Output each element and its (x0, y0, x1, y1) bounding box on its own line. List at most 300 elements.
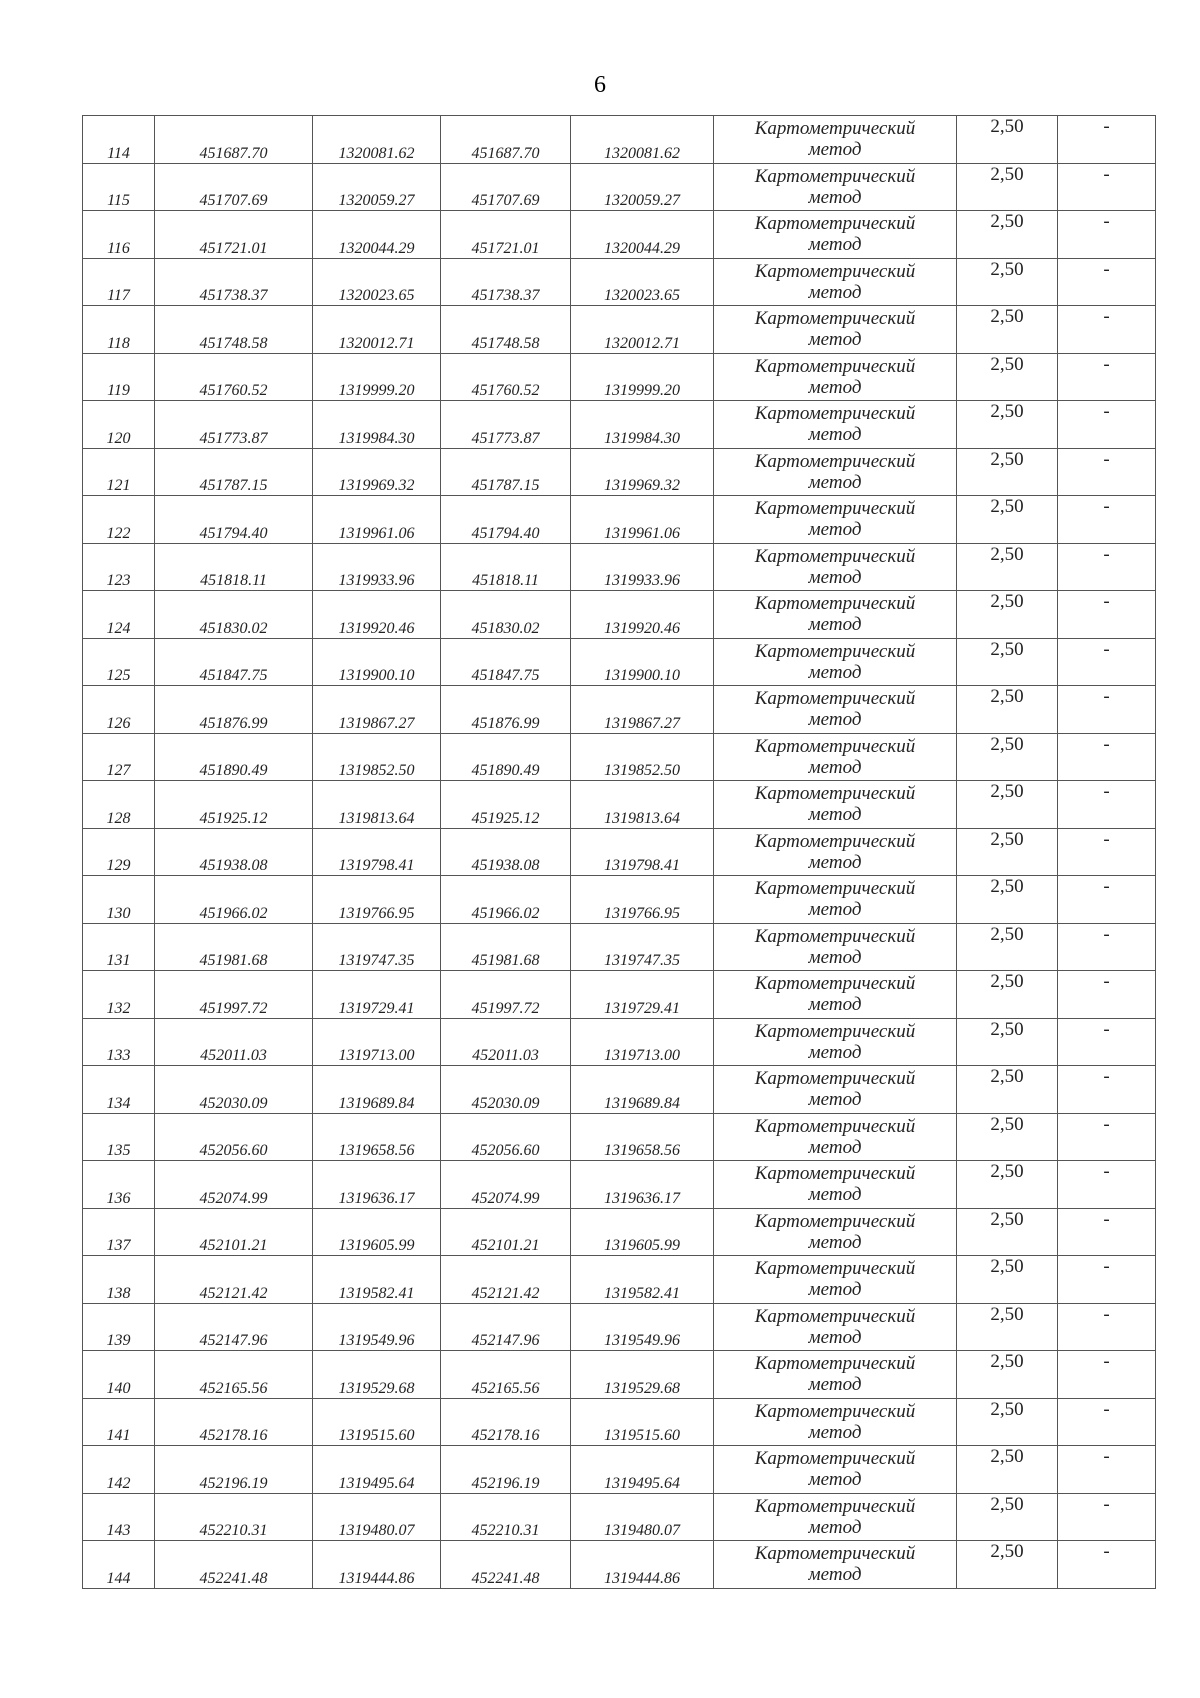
x-new-cell: 451876.99 (441, 686, 571, 734)
method-line-2: метод (808, 1279, 862, 1301)
point-number-cell: 118 (83, 306, 155, 354)
method-line-1: Картометрический (754, 260, 916, 282)
x-new-cell: 451938.08 (441, 828, 571, 876)
x-new-cell: 451981.68 (441, 923, 571, 971)
y-old-cell: 1320081.62 (313, 116, 441, 164)
x-new-cell: 452210.31 (441, 1493, 571, 1541)
method-line-1: Картометрический (754, 878, 916, 900)
note-cell: - (1058, 1256, 1156, 1304)
note-cell: - (1058, 1303, 1156, 1351)
note-cell: - (1058, 401, 1156, 449)
point-number-cell: 134 (83, 1066, 155, 1114)
method-cell (714, 733, 957, 781)
note-cell: - (1058, 496, 1156, 544)
note-cell: - (1058, 1161, 1156, 1209)
x-old-cell: 451876.99 (155, 686, 313, 734)
x-new-cell: 451818.11 (441, 543, 571, 591)
y-old-cell: 1319961.06 (313, 496, 441, 544)
note-cell: - (1058, 1398, 1156, 1446)
method-line-2: метод (808, 281, 862, 303)
y-old-cell: 1319900.10 (313, 638, 441, 686)
point-number-cell: 142 (83, 1446, 155, 1494)
method-line-2: метод (808, 424, 862, 446)
method-line-1: Картометрический (754, 1115, 916, 1137)
method-cell (714, 1351, 957, 1399)
method-cell (714, 1446, 957, 1494)
method-line-1: Картометрический (754, 783, 916, 805)
y-new-cell: 1319920.46 (571, 591, 714, 639)
method-line-2: метод (808, 1041, 862, 1063)
y-new-cell: 1319999.20 (571, 353, 714, 401)
accuracy-cell: 2,50 (957, 591, 1058, 639)
y-new-cell: 1319798.41 (571, 828, 714, 876)
accuracy-cell: 2,50 (957, 116, 1058, 164)
x-new-cell: 451738.37 (441, 258, 571, 306)
method-line-2: метод (808, 1089, 862, 1111)
x-new-cell: 452056.60 (441, 1113, 571, 1161)
method-line-1: Картометрический (754, 1448, 916, 1470)
method-line-2: метод (808, 851, 862, 873)
method-line-1: Картометрический (754, 1210, 916, 1232)
accuracy-cell: 2,50 (957, 1351, 1058, 1399)
table-row (83, 828, 1156, 876)
accuracy-cell: 2,50 (957, 781, 1058, 829)
method-line-1: Картометрический (754, 1068, 916, 1090)
point-number-cell: 126 (83, 686, 155, 734)
table-row (83, 923, 1156, 971)
y-old-cell: 1319480.07 (313, 1493, 441, 1541)
table-row (83, 163, 1156, 211)
x-old-cell: 452178.16 (155, 1398, 313, 1446)
method-line-2: метод (808, 804, 862, 826)
table-row (83, 353, 1156, 401)
table-row (83, 258, 1156, 306)
method-line-2: метод (808, 519, 862, 541)
note-cell: - (1058, 971, 1156, 1019)
x-old-cell: 452147.96 (155, 1303, 313, 1351)
x-new-cell: 452011.03 (441, 1018, 571, 1066)
point-number-cell: 144 (83, 1541, 155, 1589)
y-old-cell: 1319798.41 (313, 828, 441, 876)
accuracy-cell: 2,50 (957, 1446, 1058, 1494)
y-old-cell: 1319813.64 (313, 781, 441, 829)
x-new-cell: 451748.58 (441, 306, 571, 354)
y-new-cell: 1319747.35 (571, 923, 714, 971)
x-new-cell: 451890.49 (441, 733, 571, 781)
x-old-cell: 451981.68 (155, 923, 313, 971)
method-line-2: метод (808, 139, 862, 161)
x-old-cell: 451890.49 (155, 733, 313, 781)
x-old-cell: 451830.02 (155, 591, 313, 639)
point-number-cell: 132 (83, 971, 155, 1019)
table-row (83, 1066, 1156, 1114)
point-number-cell: 124 (83, 591, 155, 639)
method-line-1: Картометрический (754, 403, 916, 425)
note-cell: - (1058, 733, 1156, 781)
point-number-cell: 120 (83, 401, 155, 449)
method-cell (714, 543, 957, 591)
y-new-cell: 1319867.27 (571, 686, 714, 734)
accuracy-cell: 2,50 (957, 1303, 1058, 1351)
x-old-cell: 451748.58 (155, 306, 313, 354)
method-cell (714, 1161, 957, 1209)
x-old-cell: 451707.69 (155, 163, 313, 211)
method-cell (714, 353, 957, 401)
point-number-cell: 128 (83, 781, 155, 829)
x-new-cell: 452241.48 (441, 1541, 571, 1589)
y-new-cell: 1320023.65 (571, 258, 714, 306)
method-cell (714, 971, 957, 1019)
accuracy-cell: 2,50 (957, 306, 1058, 354)
table-row (83, 306, 1156, 354)
note-cell: - (1058, 1493, 1156, 1541)
point-number-cell: 138 (83, 1256, 155, 1304)
point-number-cell: 119 (83, 353, 155, 401)
y-old-cell: 1319969.32 (313, 448, 441, 496)
x-new-cell: 451721.01 (441, 211, 571, 259)
method-cell (714, 1541, 957, 1589)
method-line-2: метод (808, 1469, 862, 1491)
method-cell (714, 876, 957, 924)
table-row (83, 1208, 1156, 1256)
y-new-cell: 1319961.06 (571, 496, 714, 544)
method-line-1: Картометрический (754, 925, 916, 947)
method-cell (714, 116, 957, 164)
x-old-cell: 451966.02 (155, 876, 313, 924)
point-number-cell: 137 (83, 1208, 155, 1256)
x-old-cell: 452074.99 (155, 1161, 313, 1209)
table-row (83, 211, 1156, 259)
method-line-1: Картометрический (754, 1258, 916, 1280)
method-line-1: Картометрический (754, 593, 916, 615)
accuracy-cell: 2,50 (957, 638, 1058, 686)
method-line-1: Картометрический (754, 213, 916, 235)
method-line-2: метод (808, 661, 862, 683)
y-new-cell: 1319636.17 (571, 1161, 714, 1209)
point-number-cell: 140 (83, 1351, 155, 1399)
point-number-cell: 129 (83, 828, 155, 876)
y-old-cell: 1319549.96 (313, 1303, 441, 1351)
y-new-cell: 1319605.99 (571, 1208, 714, 1256)
x-new-cell: 452030.09 (441, 1066, 571, 1114)
accuracy-cell: 2,50 (957, 923, 1058, 971)
y-old-cell: 1319529.68 (313, 1351, 441, 1399)
method-cell (714, 1018, 957, 1066)
method-line-1: Картометрический (754, 1400, 916, 1422)
x-old-cell: 451738.37 (155, 258, 313, 306)
y-old-cell: 1319658.56 (313, 1113, 441, 1161)
y-new-cell: 1319658.56 (571, 1113, 714, 1161)
method-cell (714, 686, 957, 734)
table-row (83, 116, 1156, 164)
method-line-2: метод (808, 756, 862, 778)
x-old-cell: 451938.08 (155, 828, 313, 876)
note-cell: - (1058, 211, 1156, 259)
y-new-cell: 1319689.84 (571, 1066, 714, 1114)
note-cell: - (1058, 1446, 1156, 1494)
y-new-cell: 1319984.30 (571, 401, 714, 449)
accuracy-cell: 2,50 (957, 163, 1058, 211)
y-old-cell: 1319515.60 (313, 1398, 441, 1446)
page-number: 6 (594, 72, 606, 98)
y-old-cell: 1319984.30 (313, 401, 441, 449)
accuracy-cell: 2,50 (957, 543, 1058, 591)
accuracy-cell: 2,50 (957, 1113, 1058, 1161)
accuracy-cell: 2,50 (957, 1066, 1058, 1114)
note-cell: - (1058, 163, 1156, 211)
x-old-cell: 451787.15 (155, 448, 313, 496)
method-cell (714, 638, 957, 686)
x-new-cell: 452147.96 (441, 1303, 571, 1351)
y-new-cell: 1319852.50 (571, 733, 714, 781)
method-cell (714, 1066, 957, 1114)
x-new-cell: 451773.87 (441, 401, 571, 449)
accuracy-cell: 2,50 (957, 1208, 1058, 1256)
y-new-cell: 1319766.95 (571, 876, 714, 924)
table-row (83, 876, 1156, 924)
table-row (83, 401, 1156, 449)
y-old-cell: 1319495.64 (313, 1446, 441, 1494)
method-line-2: метод (808, 234, 862, 256)
accuracy-cell: 2,50 (957, 401, 1058, 449)
y-old-cell: 1319933.96 (313, 543, 441, 591)
method-line-1: Картометрический (754, 165, 916, 187)
method-line-1: Картометрический (754, 1305, 916, 1327)
table-row (83, 1541, 1156, 1589)
y-old-cell: 1319582.41 (313, 1256, 441, 1304)
y-old-cell: 1320059.27 (313, 163, 441, 211)
method-line-2: метод (808, 1184, 862, 1206)
table-row (83, 1351, 1156, 1399)
x-old-cell: 451760.52 (155, 353, 313, 401)
note-cell: - (1058, 591, 1156, 639)
note-cell: - (1058, 258, 1156, 306)
table-row (83, 543, 1156, 591)
table-row (83, 496, 1156, 544)
table-row (83, 781, 1156, 829)
method-cell (714, 306, 957, 354)
method-cell (714, 591, 957, 639)
x-new-cell: 451830.02 (441, 591, 571, 639)
note-cell: - (1058, 1208, 1156, 1256)
note-cell: - (1058, 543, 1156, 591)
method-line-1: Картометрический (754, 118, 916, 140)
point-number-cell: 117 (83, 258, 155, 306)
note-cell: - (1058, 353, 1156, 401)
point-number-cell: 122 (83, 496, 155, 544)
table-row (83, 1018, 1156, 1066)
table-row (83, 448, 1156, 496)
x-new-cell: 452121.42 (441, 1256, 571, 1304)
method-line-1: Картометрический (754, 1020, 916, 1042)
point-number-cell: 143 (83, 1493, 155, 1541)
method-line-1: Картометрический (754, 1543, 916, 1565)
accuracy-cell: 2,50 (957, 733, 1058, 781)
method-line-2: метод (808, 946, 862, 968)
y-new-cell: 1319729.41 (571, 971, 714, 1019)
method-line-2: метод (808, 471, 862, 493)
method-line-2: метод (808, 899, 862, 921)
method-line-1: Картометрический (754, 688, 916, 710)
y-old-cell: 1319636.17 (313, 1161, 441, 1209)
method-line-1: Картометрический (754, 1353, 916, 1375)
point-number-cell: 121 (83, 448, 155, 496)
y-new-cell: 1320059.27 (571, 163, 714, 211)
x-old-cell: 451773.87 (155, 401, 313, 449)
x-new-cell: 451997.72 (441, 971, 571, 1019)
y-old-cell: 1319766.95 (313, 876, 441, 924)
point-number-cell: 125 (83, 638, 155, 686)
x-new-cell: 451966.02 (441, 876, 571, 924)
method-line-2: метод (808, 1231, 862, 1253)
x-new-cell: 451925.12 (441, 781, 571, 829)
y-old-cell: 1319999.20 (313, 353, 441, 401)
accuracy-cell: 2,50 (957, 876, 1058, 924)
note-cell: - (1058, 828, 1156, 876)
y-old-cell: 1320023.65 (313, 258, 441, 306)
y-new-cell: 1319900.10 (571, 638, 714, 686)
y-old-cell: 1319920.46 (313, 591, 441, 639)
x-new-cell: 451760.52 (441, 353, 571, 401)
method-line-2: метод (808, 1421, 862, 1443)
y-new-cell: 1319713.00 (571, 1018, 714, 1066)
point-number-cell: 115 (83, 163, 155, 211)
point-number-cell: 114 (83, 116, 155, 164)
y-old-cell: 1319689.84 (313, 1066, 441, 1114)
point-number-cell: 135 (83, 1113, 155, 1161)
x-new-cell: 452165.56 (441, 1351, 571, 1399)
table-row (83, 1161, 1156, 1209)
method-cell (714, 1303, 957, 1351)
table-row (83, 1303, 1156, 1351)
method-cell (714, 1208, 957, 1256)
table-row (83, 591, 1156, 639)
method-line-2: метод (808, 1564, 862, 1586)
x-old-cell: 452165.56 (155, 1351, 313, 1399)
y-new-cell: 1319480.07 (571, 1493, 714, 1541)
method-line-1: Картометрический (754, 308, 916, 330)
method-line-2: метод (808, 1326, 862, 1348)
x-old-cell: 452241.48 (155, 1541, 313, 1589)
accuracy-cell: 2,50 (957, 211, 1058, 259)
table-row (83, 686, 1156, 734)
x-old-cell: 452196.19 (155, 1446, 313, 1494)
table-body (83, 116, 1156, 1589)
x-old-cell: 452101.21 (155, 1208, 313, 1256)
point-number-cell: 123 (83, 543, 155, 591)
y-new-cell: 1319529.68 (571, 1351, 714, 1399)
accuracy-cell: 2,50 (957, 353, 1058, 401)
y-new-cell: 1320044.29 (571, 211, 714, 259)
y-new-cell: 1319969.32 (571, 448, 714, 496)
table-row (83, 733, 1156, 781)
method-cell (714, 1493, 957, 1541)
note-cell: - (1058, 686, 1156, 734)
table-row (83, 1446, 1156, 1494)
accuracy-cell: 2,50 (957, 1018, 1058, 1066)
x-old-cell: 451794.40 (155, 496, 313, 544)
table-row (83, 971, 1156, 1019)
x-old-cell: 452030.09 (155, 1066, 313, 1114)
note-cell: - (1058, 638, 1156, 686)
y-new-cell: 1319549.96 (571, 1303, 714, 1351)
x-old-cell: 452011.03 (155, 1018, 313, 1066)
y-old-cell: 1320044.29 (313, 211, 441, 259)
method-cell (714, 923, 957, 971)
accuracy-cell: 2,50 (957, 258, 1058, 306)
table-row (83, 1113, 1156, 1161)
method-line-2: метод (808, 1374, 862, 1396)
x-new-cell: 452178.16 (441, 1398, 571, 1446)
note-cell: - (1058, 448, 1156, 496)
note-cell: - (1058, 1351, 1156, 1399)
x-new-cell: 451707.69 (441, 163, 571, 211)
method-line-1: Картометрический (754, 545, 916, 567)
accuracy-cell: 2,50 (957, 1541, 1058, 1589)
table-row (83, 1398, 1156, 1446)
y-new-cell: 1319933.96 (571, 543, 714, 591)
accuracy-cell: 2,50 (957, 1256, 1058, 1304)
x-old-cell: 452056.60 (155, 1113, 313, 1161)
y-new-cell: 1319582.41 (571, 1256, 714, 1304)
method-cell (714, 781, 957, 829)
y-new-cell: 1320012.71 (571, 306, 714, 354)
accuracy-cell: 2,50 (957, 448, 1058, 496)
method-line-1: Картометрический (754, 498, 916, 520)
method-line-2: метод (808, 614, 862, 636)
x-old-cell: 451847.75 (155, 638, 313, 686)
y-new-cell: 1319515.60 (571, 1398, 714, 1446)
method-cell (714, 1256, 957, 1304)
method-cell (714, 496, 957, 544)
accuracy-cell: 2,50 (957, 828, 1058, 876)
accuracy-cell: 2,50 (957, 971, 1058, 1019)
x-old-cell: 451818.11 (155, 543, 313, 591)
method-line-2: метод (808, 376, 862, 398)
method-cell (714, 1113, 957, 1161)
x-new-cell: 451787.15 (441, 448, 571, 496)
method-cell (714, 211, 957, 259)
point-number-cell: 141 (83, 1398, 155, 1446)
x-old-cell: 451687.70 (155, 116, 313, 164)
accuracy-cell: 2,50 (957, 686, 1058, 734)
method-line-1: Картометрический (754, 735, 916, 757)
note-cell: - (1058, 1066, 1156, 1114)
method-line-1: Картометрический (754, 830, 916, 852)
y-old-cell: 1319713.00 (313, 1018, 441, 1066)
method-line-2: метод (808, 186, 862, 208)
accuracy-cell: 2,50 (957, 1398, 1058, 1446)
note-cell: - (1058, 116, 1156, 164)
method-cell (714, 1398, 957, 1446)
note-cell: - (1058, 1113, 1156, 1161)
point-number-cell: 136 (83, 1161, 155, 1209)
y-old-cell: 1319852.50 (313, 733, 441, 781)
method-line-2: метод (808, 994, 862, 1016)
method-line-1: Картометрический (754, 640, 916, 662)
point-number-cell: 133 (83, 1018, 155, 1066)
y-old-cell: 1319444.86 (313, 1541, 441, 1589)
table-row (83, 1256, 1156, 1304)
point-number-cell: 116 (83, 211, 155, 259)
method-cell (714, 258, 957, 306)
y-old-cell: 1319747.35 (313, 923, 441, 971)
accuracy-cell: 2,50 (957, 1161, 1058, 1209)
x-old-cell: 451997.72 (155, 971, 313, 1019)
method-line-1: Картометрический (754, 355, 916, 377)
point-number-cell: 139 (83, 1303, 155, 1351)
x-new-cell: 451847.75 (441, 638, 571, 686)
